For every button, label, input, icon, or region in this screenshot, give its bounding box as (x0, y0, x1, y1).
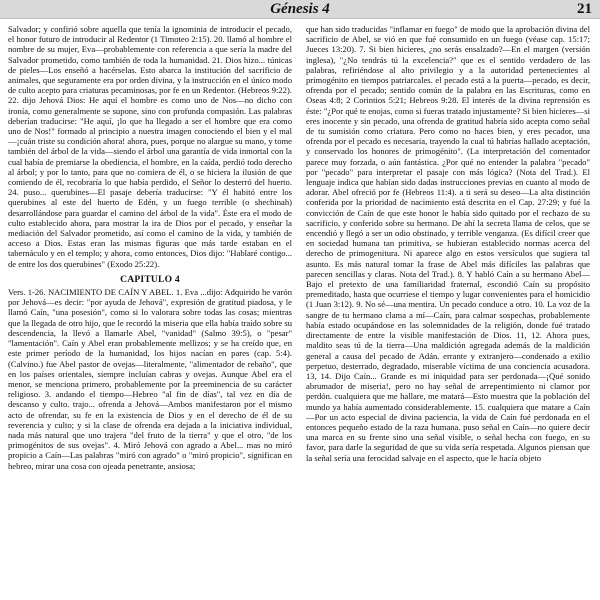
right-paragraph-1: que han sido traducidas "inflamar en fuego" de modo que la aprobación divina del sacrificio de Abel, se vió en que fué consumido en un fuego (véase cap. 15:17; Jueces 13:20). 7. Si bien hicieres, ¿no serás ensalzado?—En el margen (versión inglesa), "¿No tendrás tú la excelencia?" que es el sentido verdadero de las palabras, refiriéndose al alto privilegio y a la autoridad pertenecientes al primogénito en tiempos patriarcales. el pecado está a la puerta—pecado, es decir, ofrenda por el pecado; sentido común de la palabra en las Escrituras, como en Oseas 4:8; 2 Corintios 5:21; Hebreos 9:28. El interés de la divina reprensión es éste: "¿Por qué te enojas, como si fueras tratado injustamente? Si bien hicieres—si eres inocente y sin pecado, una ofrenda de gratitud habría sido acepta como señal de tu sumisión como criatura. Pero como no haces bien, y eres pecador, una ofrenda por el pecado es necesaria, trayendo la cual tú habrías hallado aceptación, y conservado los honores de primogénito". (La interpretación del comentador parece muy forzada, o aún fantástica. ¿Por qué no entender la palabra "pecado" por "pecado" para interpretar el pasaje con más lógica? (Nota del Trad.). El lenguaje indica que habían sido dadas instrucciones previas en cuanto al modo de adorar. Abel ofreció por fe (Hebreos 11:4). a ti será su deseo—La alta distinción conferida por la prioridad de nacimiento está descrita en el Cap. 27:29; y fué la convicción de Caín de que este honor le había sido quitado por el rechazo de su sacrificio, y conferido sobre su hermano. De ahí la secreta llama de celos, que se encendió y llegó a ser un odio obstinado, y terrible venganza. (Es difícil creer que en sociedad humana tan primitiva, se hubieran establecido normas acerca del derecho de primogenitura. Ni aparece algo en estos versículos que sugiera tal asunto. Es más natural tomar la frase de Abel más difíciles las palabras que parecen sencillas y claras. Nota del Trad.). 8. Y habló Caín a su hermano Abel—Bajo el pretexto de una familiaridad fraternal, escondió Caín su propósito premeditado, hasta que ocurriese el tiempo y lugar convenientes para el homicidio (1 Juan 3:12). 9. No sé—una mentira. Un pecado conduce a otro. 10. La voz de la sangre de tu hermano clama a mí—Caín, para calmar sospechas, probablemente había estado ocupándose en las solemnidades de la religión, donde fué tratado directamente de entre la visible manifestación de Dios. 11, 12. Ahora pues, maldito seas tú de la tierra—Una maldición agregada además de la maldición general a causa del pecado de Adán. errante y extranjero—condenado a exilio perpetuo, desterrado, degradado, miserable víctima de una conciencia acusadora. 13, 14. Dijo Caín... Grande es mi iniquidad para ser perdonada—¡Qué sonido abrumador de miseria!, pero no hay señal de arrepentimiento ni clamor por perdón. cualquiera que me hallare, me matará—Esto muestra que la población del mundo ya había aumentado considerablemente. 15. cualquiera que matare a Caín—Por un acto especial de divina paciencia, la vida de Caín fué perdonada en el entonces pequeño estado de la raza humana. puso señal en Caín—no quiere decir una marca en su frente sino una señal visible, o señal hecha con fuego, en su favor, para darle la seguridad de que su vida sería respetada. Algunos piensan que la señal sería una ferocidad salvaje en el aspecto, que le hacía objeto (306, 24, 590, 463)
page-number: 21 (577, 1, 592, 17)
right-column (306, 24, 590, 594)
left-paragraph-1: Salvador; y confirió sobre aquella que tenía la ignominia de introducir el pecado, el honor futuro de introducir al Redentor (1 Timoteo 2:15). 20. llamó al hombre el nombre de su mujer, Eva—probablemente con referencia a que sería la madre del Salvador prometido, como también de toda la humanidad. 21. Dios hizo... túnicas de pieles—Los enseñó a hacérselas. Esto abarca la institución del sacrificio de animales, que seguramente era por orden divina, y la instrucción en el único modo de culto acepto para criaturas pecaminosas, por fe en un Redentor. (Hebreos 9:22). 22. dijo Jehová Dios: He aquí el hombre es como uno de Nos—no dicho con ironía, como generalmente se supone, sino con profunda compasión. Las palabras deberían traducirse: "He aquí, ¡lo que ha llegado a ser el hombre que era como uno de Nos!" formado al principio a nuestra imagen conociendo el bien y el mal—¡cuán triste su condición ahora! ahora, pues, porque no alargue su mano, y tome también del árbol de la vida—siendo el árbol una garantía de vida inmortal con la cual había de premiarse la obediencia, el hombre, en la caída, perdió todo derecho al árbol; y por lo tanto, para que no comiera de él, o se hiciera la ilusión de que comiendo de él, recobraría lo que había perdido, el Señor lo desterró del huerto. 24. puso... querubines—El pasaje debería traducirse: "Y él habitó entre los querubines al este del huerto de Edén, y un fuego terrible (o shechinah) desarrollándose para guardar el camino del árbol de la vida". Éste era el modo de culto establecido ahora, para mostrar la ira de Dios por el pecado, y enseñar la mediación del Salvador prometido, así como el camino de la vida, y también de acceso a Dios. Estas eran las mismas figuras que más tarde estaban en el tabernáculo y en el templo; y ahora, como entonces, Dios dijo: "Hablaré contigo... de entre los dos querubines" (Exodo 25:22). (8, 24, 292, 269)
left-paragraph-2: Vers. 1-26. NACIMIENTO DE CAÍN Y ABEL. 1. Eva ...dijo: Adquirido he varón por Jehová—es decir: "por ayuda de Jehová", expresión de gratitud piadosa, y le llamó Caín, "una posesión", como si lo valorara sobre todas las cosas; mientras que la llegada de otro hijo, que le recordó la miseria que ella había traído sobre su descendencia, la llevó a llamarle Abel, "vanidad" (Salmo 39:5), o "pesar" "lamentación". Caín y Abel eran probablemente mellizos; y se ha creído que, en este primer período de la humanidad, los hijos nacían en pares (cap. 5:4). (Calvino.) fue Abel pastor de ovejas—literalmente, "alimentador de rebaño", que en los países orientales, siempre incluían cabras y ovejas. Aunque Abel era el menor, se menciona primero, probablemente por la preeminencia de su carácter religioso. 3. andando el tiempo—Hebreo "al fin de días", tal vez en día de descanso y culto. trajo... ofrenda a Jehová—Ambos manifestaron por el mismo acto de ofrendar, su fe en la existencia de Dios y en el derecho de él de su reverencia y culto; y si la clase de ofrenda era dejada a la iniciativa individual, nada más natural que uno trajera "del fruto de la tierra" y que el otro, "de los primogénitos de sus ovejas". 4. Miró Jehová con agrado a Abel... mas no miró propicio a Caín—Las palabras "miró con agrado" o "miró propicio", significan en hebreo, mirar una cosa con ojeada penetrante, ansiosa; (8, 287, 292, 471)
chapter-heading: CAPITULO 4 (120, 273, 180, 285)
header-divider (0, 18, 600, 19)
left-column (8, 24, 292, 594)
page-header (0, 0, 600, 22)
running-title: Génesis 4 (270, 1, 330, 17)
